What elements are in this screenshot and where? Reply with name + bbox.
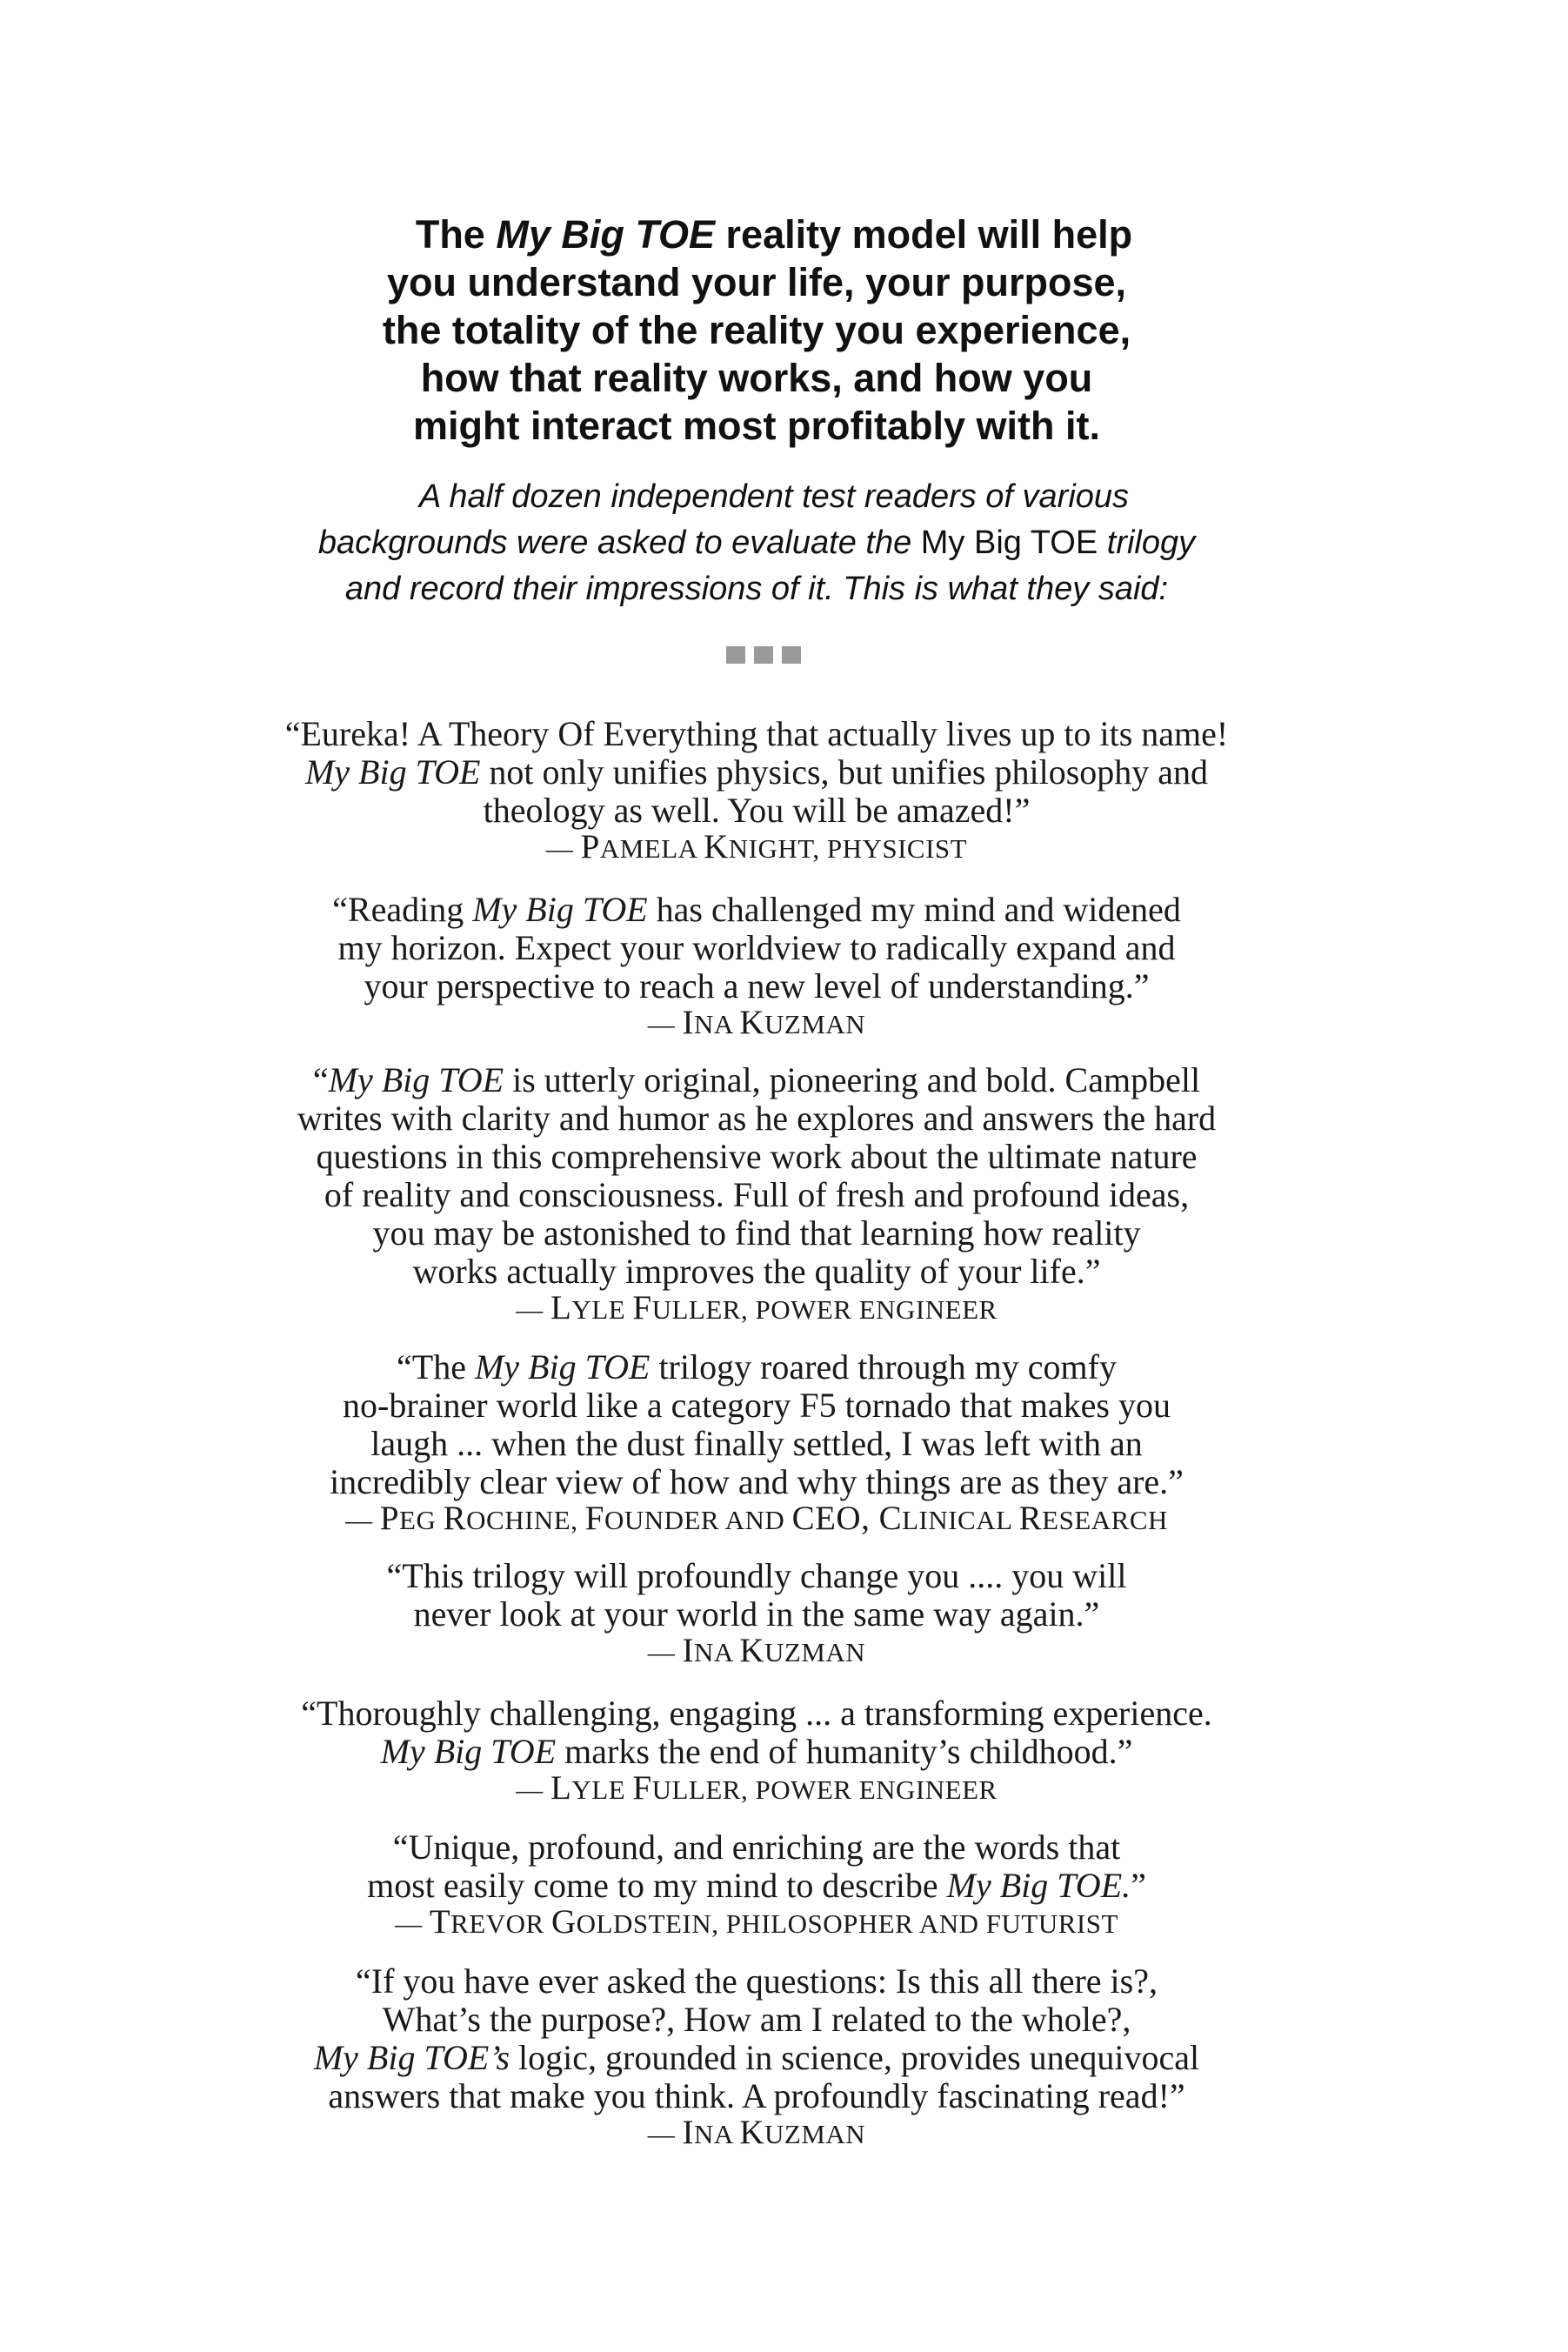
quote-line: What’s the purpose?, How am I related to the whole?, [382, 2000, 1131, 2039]
attribution-text: UZMAN [764, 2119, 866, 2149]
intro-paragraph [252, 474, 1261, 612]
attribution-cap: K [704, 828, 729, 865]
testimonial [252, 1557, 1261, 1670]
quote-line: my horizon. Expect your worldview to radically expand and [337, 928, 1176, 967]
divider-square [754, 646, 773, 664]
attribution-dash: — [516, 1294, 551, 1325]
attribution [252, 830, 1261, 866]
quote-line: “Eureka! A Theory Of Everything that actually lives up to its name! [284, 714, 1229, 753]
headline-book-title: My Big TOE [496, 212, 716, 257]
testimonial [252, 1061, 1261, 1327]
intro-line: A half dozen independent test readers of various [418, 478, 1130, 515]
testimonial [252, 1962, 1261, 2152]
attribution-text: ULLER, POWER ENGINEER [651, 1294, 998, 1325]
quote-text: has challenged my mind and widened [647, 890, 1181, 929]
quote-line: “Unique, profound, and enriching are the words that [392, 1827, 1121, 1867]
book-title: My Big TOE [474, 1347, 651, 1386]
attribution-text: YLE [571, 1294, 633, 1325]
attribution-text: OUNDER AND [604, 1505, 792, 1535]
quote-line: “This trilogy will profoundly change you .... you will [386, 1556, 1127, 1595]
quote-line: theology as well. You will be amazed!” [483, 791, 1031, 830]
book-title: My Big TOE. [946, 1866, 1131, 1905]
headline-line [252, 210, 1261, 258]
attribution-text: ULLER, POWER ENGINEER [651, 1774, 998, 1805]
quote-line: incredibly clear view of how and why things are as they are.” [330, 1462, 1184, 1501]
attribution-cap: G [550, 1903, 577, 1941]
quote-text: is utterly original, pioneering and bold. Campbell [504, 1060, 1201, 1099]
attribution-cap: L [550, 1769, 572, 1807]
attribution [252, 1771, 1261, 1807]
attribution-cap: K [739, 1632, 765, 1669]
attribution-text: REVOR [450, 1908, 551, 1939]
quote-line: works actually improves the quality of your life.” [412, 1252, 1101, 1291]
attribution [252, 2115, 1261, 2152]
attribution-dash: — [395, 1908, 430, 1939]
headline-line: you understand your life, your purpose, [386, 260, 1127, 304]
headline-line: might interact most profitably with it. [412, 404, 1101, 448]
attribution-dash: — [647, 1637, 683, 1667]
quote-text: logic, grounded in science, provides unequivocal [510, 2038, 1200, 2077]
testimonial [252, 891, 1261, 1042]
quote-line [252, 753, 1261, 792]
quote-line: of reality and consciousness. Full of fresh and profound ideas, [324, 1175, 1190, 1214]
quote-line: your perspective to reach a new level of understanding.” [364, 966, 1150, 1006]
headline-line: how that reality works, and how you [420, 356, 1093, 400]
attribution-dash: — [545, 833, 581, 864]
book-title: My Big TOE [328, 1060, 504, 1099]
headline-text: reality model will help [715, 212, 1133, 257]
attribution-cap: R [443, 1500, 467, 1537]
attribution-text: UZMAN [764, 1637, 866, 1667]
intro-text: trilogy [1098, 525, 1196, 561]
book-title: My Big TOE’s [313, 2038, 510, 2077]
attribution [252, 1006, 1261, 1042]
attribution-cap: F [584, 1500, 604, 1537]
attribution-dash: — [647, 1009, 683, 1039]
attribution [252, 1501, 1261, 1538]
quote-line [252, 2039, 1261, 2077]
quote-text: marks the end of humanity’s childhood.” [556, 1732, 1133, 1771]
attribution-cap: F [632, 1769, 652, 1807]
attribution-dash: — [345, 1505, 380, 1535]
attribution-cap: C [878, 1500, 903, 1537]
attribution-text: EG [399, 1505, 444, 1535]
quote-line: no-brainer world like a category F5 tornado that makes you [343, 1386, 1171, 1425]
attribution-text: LINICAL [902, 1505, 1019, 1535]
quote-text: ” [1131, 1866, 1146, 1905]
attribution-text: NA [694, 1637, 740, 1667]
quote-line: “If you have ever asked the questions: Is this all there is?, [356, 1961, 1158, 2001]
attribution-cap: I [682, 1004, 695, 1041]
attribution-cap: K [739, 1004, 765, 1041]
testimonial [252, 1694, 1261, 1807]
attribution-text: NIGHT, PHYSICIST [728, 833, 968, 864]
headline-line: the totality of the reality you experience, [382, 308, 1131, 352]
intro-line [252, 520, 1261, 566]
intro-text: backgrounds were asked to evaluate the [317, 525, 921, 561]
quote-line [252, 891, 1261, 929]
attribution [252, 1291, 1261, 1327]
quote-line [252, 1733, 1261, 1771]
attribution-text: ESEARCH [1042, 1505, 1168, 1535]
attribution-text: NA [694, 1009, 740, 1039]
book-title: My Big TOE [304, 752, 481, 792]
attribution-cap: K [739, 2114, 765, 2151]
quote-line: questions in this comprehensive work about the ultimate nature [316, 1137, 1198, 1176]
attribution-text: NA [694, 2119, 740, 2149]
quote-text: trilogy roared through my comfy [650, 1347, 1117, 1386]
attribution-cap: F [632, 1289, 652, 1326]
book-title: My Big TOE [380, 1732, 557, 1771]
quote-text: “The [397, 1347, 475, 1386]
attribution-cap: R [1018, 1500, 1043, 1537]
divider-square [726, 646, 745, 664]
intro-line: and record their impressions of it. This is what they said: [344, 571, 1169, 607]
headline-text: The [415, 212, 497, 257]
quote-text: most easily come to my mind to describe [367, 1866, 947, 1905]
attribution-cap: CEO, [791, 1500, 879, 1537]
testimonial [252, 715, 1261, 866]
divider-square [782, 646, 801, 664]
quote-text: “Reading [332, 890, 473, 929]
attribution-cap: P [580, 828, 600, 865]
headline [252, 210, 1261, 450]
attribution-cap: P [379, 1500, 400, 1537]
attribution-text: AMELA [599, 833, 704, 864]
attribution-cap: I [682, 1632, 695, 1669]
testimonial [252, 1828, 1261, 1941]
testimonial [252, 1348, 1261, 1538]
attribution [252, 1634, 1261, 1670]
quote-text: not only unifies physics, but unifies philosophy and [480, 752, 1209, 792]
attribution-text: OLDSTEIN, PHILOSOPHER AND FUTURIST [576, 1908, 1118, 1939]
attribution-text: YLE [571, 1774, 633, 1805]
quote-text: “ [312, 1060, 329, 1099]
section-divider-ornament [726, 646, 804, 664]
intro-book-title: My Big TOE [920, 525, 1098, 561]
quote-line [252, 1348, 1261, 1386]
attribution-cap: T [429, 1903, 451, 1941]
book-title: My Big TOE [472, 890, 648, 929]
quote-line [252, 1867, 1261, 1905]
quote-line: “Thoroughly challenging, engaging ... a transforming experience. [301, 1694, 1212, 1733]
attribution-text: OCHINE, [466, 1505, 585, 1535]
attribution [252, 1905, 1261, 1941]
quote-line: laugh ... when the dust finally settled, I was left with an [370, 1424, 1143, 1463]
attribution-dash: — [516, 1774, 551, 1805]
attribution-text: UZMAN [764, 1009, 866, 1039]
attribution-dash: — [647, 2119, 683, 2149]
quote-line: writes with clarity and humor as he explores and answers the hard [297, 1099, 1217, 1138]
attribution-cap: L [550, 1289, 572, 1326]
quote-line: never look at your world in the same way again.” [413, 1594, 1100, 1634]
quote-line [252, 1061, 1261, 1099]
quote-line: you may be astonished to find that learning how reality [372, 1213, 1141, 1253]
quote-line: answers that make you think. A profoundly fascinating read!” [328, 2076, 1185, 2115]
attribution-cap: I [682, 2114, 695, 2151]
